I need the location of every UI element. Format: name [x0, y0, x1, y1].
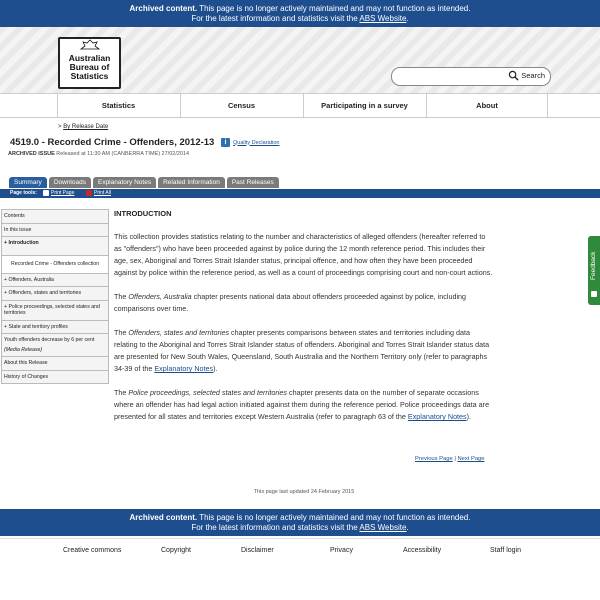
site-header — [0, 27, 600, 93]
feedback-icon — [591, 291, 597, 297]
banner-text: This page is no longer actively maintained and may not function as intended. — [197, 4, 471, 13]
footer-divider — [0, 538, 600, 539]
print-icon — [43, 190, 49, 196]
site-footer — [0, 547, 600, 559]
sidebar-item-in-this-issue[interactable]: In this issue — [2, 224, 108, 238]
p3-end: ). — [213, 364, 218, 373]
main-nav — [0, 93, 600, 118]
abs-website-link-bottom[interactable]: ABS Website — [359, 523, 407, 532]
abs-logo[interactable] — [58, 37, 121, 89]
abs-website-link[interactable]: ABS Website — [359, 14, 407, 23]
footer-copyright[interactable]: Copyright — [161, 547, 191, 554]
police-proceedings-paragraph — [114, 387, 494, 423]
banner-lead: Archived content. — [129, 4, 198, 13]
coat-of-arms-icon — [60, 39, 119, 54]
p2-emphasis: Offenders, Australia — [128, 292, 192, 301]
print-page-button[interactable] — [43, 190, 74, 196]
search-button-label: Search — [521, 71, 545, 80]
banner-line2-bottom: For the latest information and statistics visit the — [191, 523, 360, 532]
quality-declaration-link[interactable]: Quality Declaration — [233, 139, 280, 146]
footer-staff-login[interactable]: Staff login — [490, 547, 522, 554]
sidebar-item-contents[interactable]: Contents — [2, 210, 108, 224]
logo-line2: Bureau of — [69, 62, 110, 72]
feedback-label: Feedback — [590, 251, 597, 280]
release-info — [8, 151, 189, 157]
print-all-button[interactable] — [86, 190, 111, 196]
info-icon[interactable]: i — [221, 138, 230, 147]
banner-line2: For the latest information and statistics visit the — [191, 14, 360, 23]
breadcrumb — [58, 124, 108, 130]
sidebar-item-history[interactable]: History of Changes — [2, 371, 108, 385]
page-title: 4519.0 - Recorded Crime - Offenders, 2012-13 — [10, 137, 215, 148]
sidebar-item-state-profiles[interactable]: + State and territory profiles — [2, 321, 108, 335]
print-all-label: Print All — [94, 190, 111, 196]
feedback-tab[interactable] — [588, 236, 600, 305]
main-content — [114, 209, 494, 435]
offenders-australia-paragraph — [114, 291, 494, 315]
banner-text-bottom: This page is no longer actively maintained and may not function as intended. — [197, 513, 471, 522]
last-updated: This page last updated 24 February 2015 — [253, 489, 355, 495]
nav-item-census[interactable]: Census — [180, 94, 302, 117]
search-box — [391, 67, 551, 86]
p3-post: chapter presents comparisons between states and territories including data relating to the Aboriginal and Torres Strait Islander status of offenders. Aboriginal and Torres Strait Islander status data are presented for New South Wales, Queensland, South Australia and the Northern Territory only (refer to paragraphs 34-39 of the — [114, 328, 490, 373]
tab-past-releases[interactable]: Past Releases — [227, 177, 279, 188]
section-heading: INTRODUCTION — [114, 209, 172, 218]
media-release-title: Youth offenders decrease by 6 per cent — [4, 337, 95, 343]
logo-line3: Statistics — [70, 71, 109, 81]
tab-related-information[interactable]: Related Information — [158, 177, 225, 188]
p2-pre: The — [114, 292, 129, 301]
breadcrumb-by-release-date[interactable]: By Release Date — [63, 124, 109, 130]
next-page-link[interactable]: Next Page — [457, 456, 485, 462]
search-input[interactable] — [400, 71, 505, 83]
print-page-label: Print Page — [51, 190, 75, 196]
p4-pre: The — [114, 388, 129, 397]
pdf-icon — [86, 190, 92, 196]
footer-privacy[interactable]: Privacy — [330, 547, 353, 554]
release-date: Released at 11:30 AM (CANBERRA TIME) 27/02/2014 — [56, 151, 190, 157]
archived-banner-bottom — [0, 509, 600, 536]
sidebar-item-recorded-crime-collection[interactable]: Recorded Crime - Offenders collection — [2, 256, 108, 274]
archived-issue-label: ARCHIVED ISSUE — [8, 151, 55, 157]
previous-page-link[interactable]: Previous Page — [415, 456, 453, 462]
explanatory-notes-link-2[interactable]: Explanatory Notes — [407, 412, 467, 421]
explanatory-notes-link[interactable]: Explanatory Notes — [154, 364, 214, 373]
p2-post: chapter presents national data about offenders proceeded against by police, including comparisons over time. — [114, 292, 467, 313]
logo-line1: Australian — [68, 53, 111, 63]
sidebar-item-offenders-states[interactable]: + Offenders, states and territories — [2, 287, 108, 301]
page-tabs — [9, 177, 279, 188]
page-tools-label: Page tools: — [10, 190, 37, 196]
sidebar-item-introduction[interactable]: + Introduction — [2, 237, 108, 256]
p3-emphasis: Offenders, states and territories — [128, 328, 230, 337]
banner-lead-bottom: Archived content. — [129, 513, 198, 522]
tab-explanatory-notes[interactable]: Explanatory Notes — [93, 177, 156, 188]
sidebar-item-about-release[interactable]: About this Release — [2, 357, 108, 371]
footer-disclaimer[interactable]: Disclaimer — [241, 547, 274, 554]
media-release-tag: (Media Release) — [4, 346, 43, 353]
search-icon — [508, 70, 519, 81]
archived-banner-top — [0, 0, 600, 27]
nav-item-statistics[interactable]: Statistics — [57, 94, 179, 117]
sidebar-item-offenders-australia[interactable]: + Offenders, Australia — [2, 274, 108, 288]
footer-accessibility[interactable]: Accessibility — [403, 547, 442, 554]
nav-item-about[interactable]: About — [426, 94, 548, 117]
nav-item-participating[interactable]: Participating in a survey — [303, 94, 425, 117]
page-tools-bar — [0, 189, 600, 198]
p4-end: ). — [466, 412, 472, 421]
search-button[interactable] — [508, 70, 545, 81]
tab-summary[interactable]: Summary — [9, 177, 47, 188]
sidebar-item-media-release[interactable] — [2, 334, 108, 357]
footer-creative-commons[interactable]: Creative commons — [63, 547, 122, 554]
pager — [415, 456, 485, 462]
pager-separator: | — [452, 456, 458, 462]
breadcrumb-separator: > — [58, 124, 62, 130]
quality-declaration — [221, 138, 279, 147]
p3-pre: The — [114, 328, 129, 337]
offenders-states-paragraph — [114, 327, 494, 375]
intro-paragraph: This collection provides statistics relating to the number and characteristics of alleged offenders (hereafter referred to as "offenders") who have been proceeded against by police during the 12 month reference period. This includes their age, sex, Aboriginal and Torres Strait Islander status, principal offence, and how often they have been proceeded against by police within the reference period, as well as a count of proceedings comprising court and non-court actions. — [114, 232, 493, 277]
sidebar-item-police-proceedings[interactable]: + Police proceedings, selected states and territories — [2, 301, 108, 321]
contents-sidebar — [1, 209, 109, 384]
banner-suffix: . — [406, 14, 409, 23]
banner-suffix-bottom: . — [406, 523, 409, 532]
p4-post: chapter presents data on the number of separate occasions where an offender has had legal action initiated against them during the reference period. Police proceedings data are presented for all states and territories except Western Australia (refer to paragraph 63 of the — [114, 388, 490, 421]
p4-emphasis: Police proceedings, selected states and territories — [128, 388, 287, 397]
tab-downloads[interactable]: Downloads — [49, 177, 91, 188]
